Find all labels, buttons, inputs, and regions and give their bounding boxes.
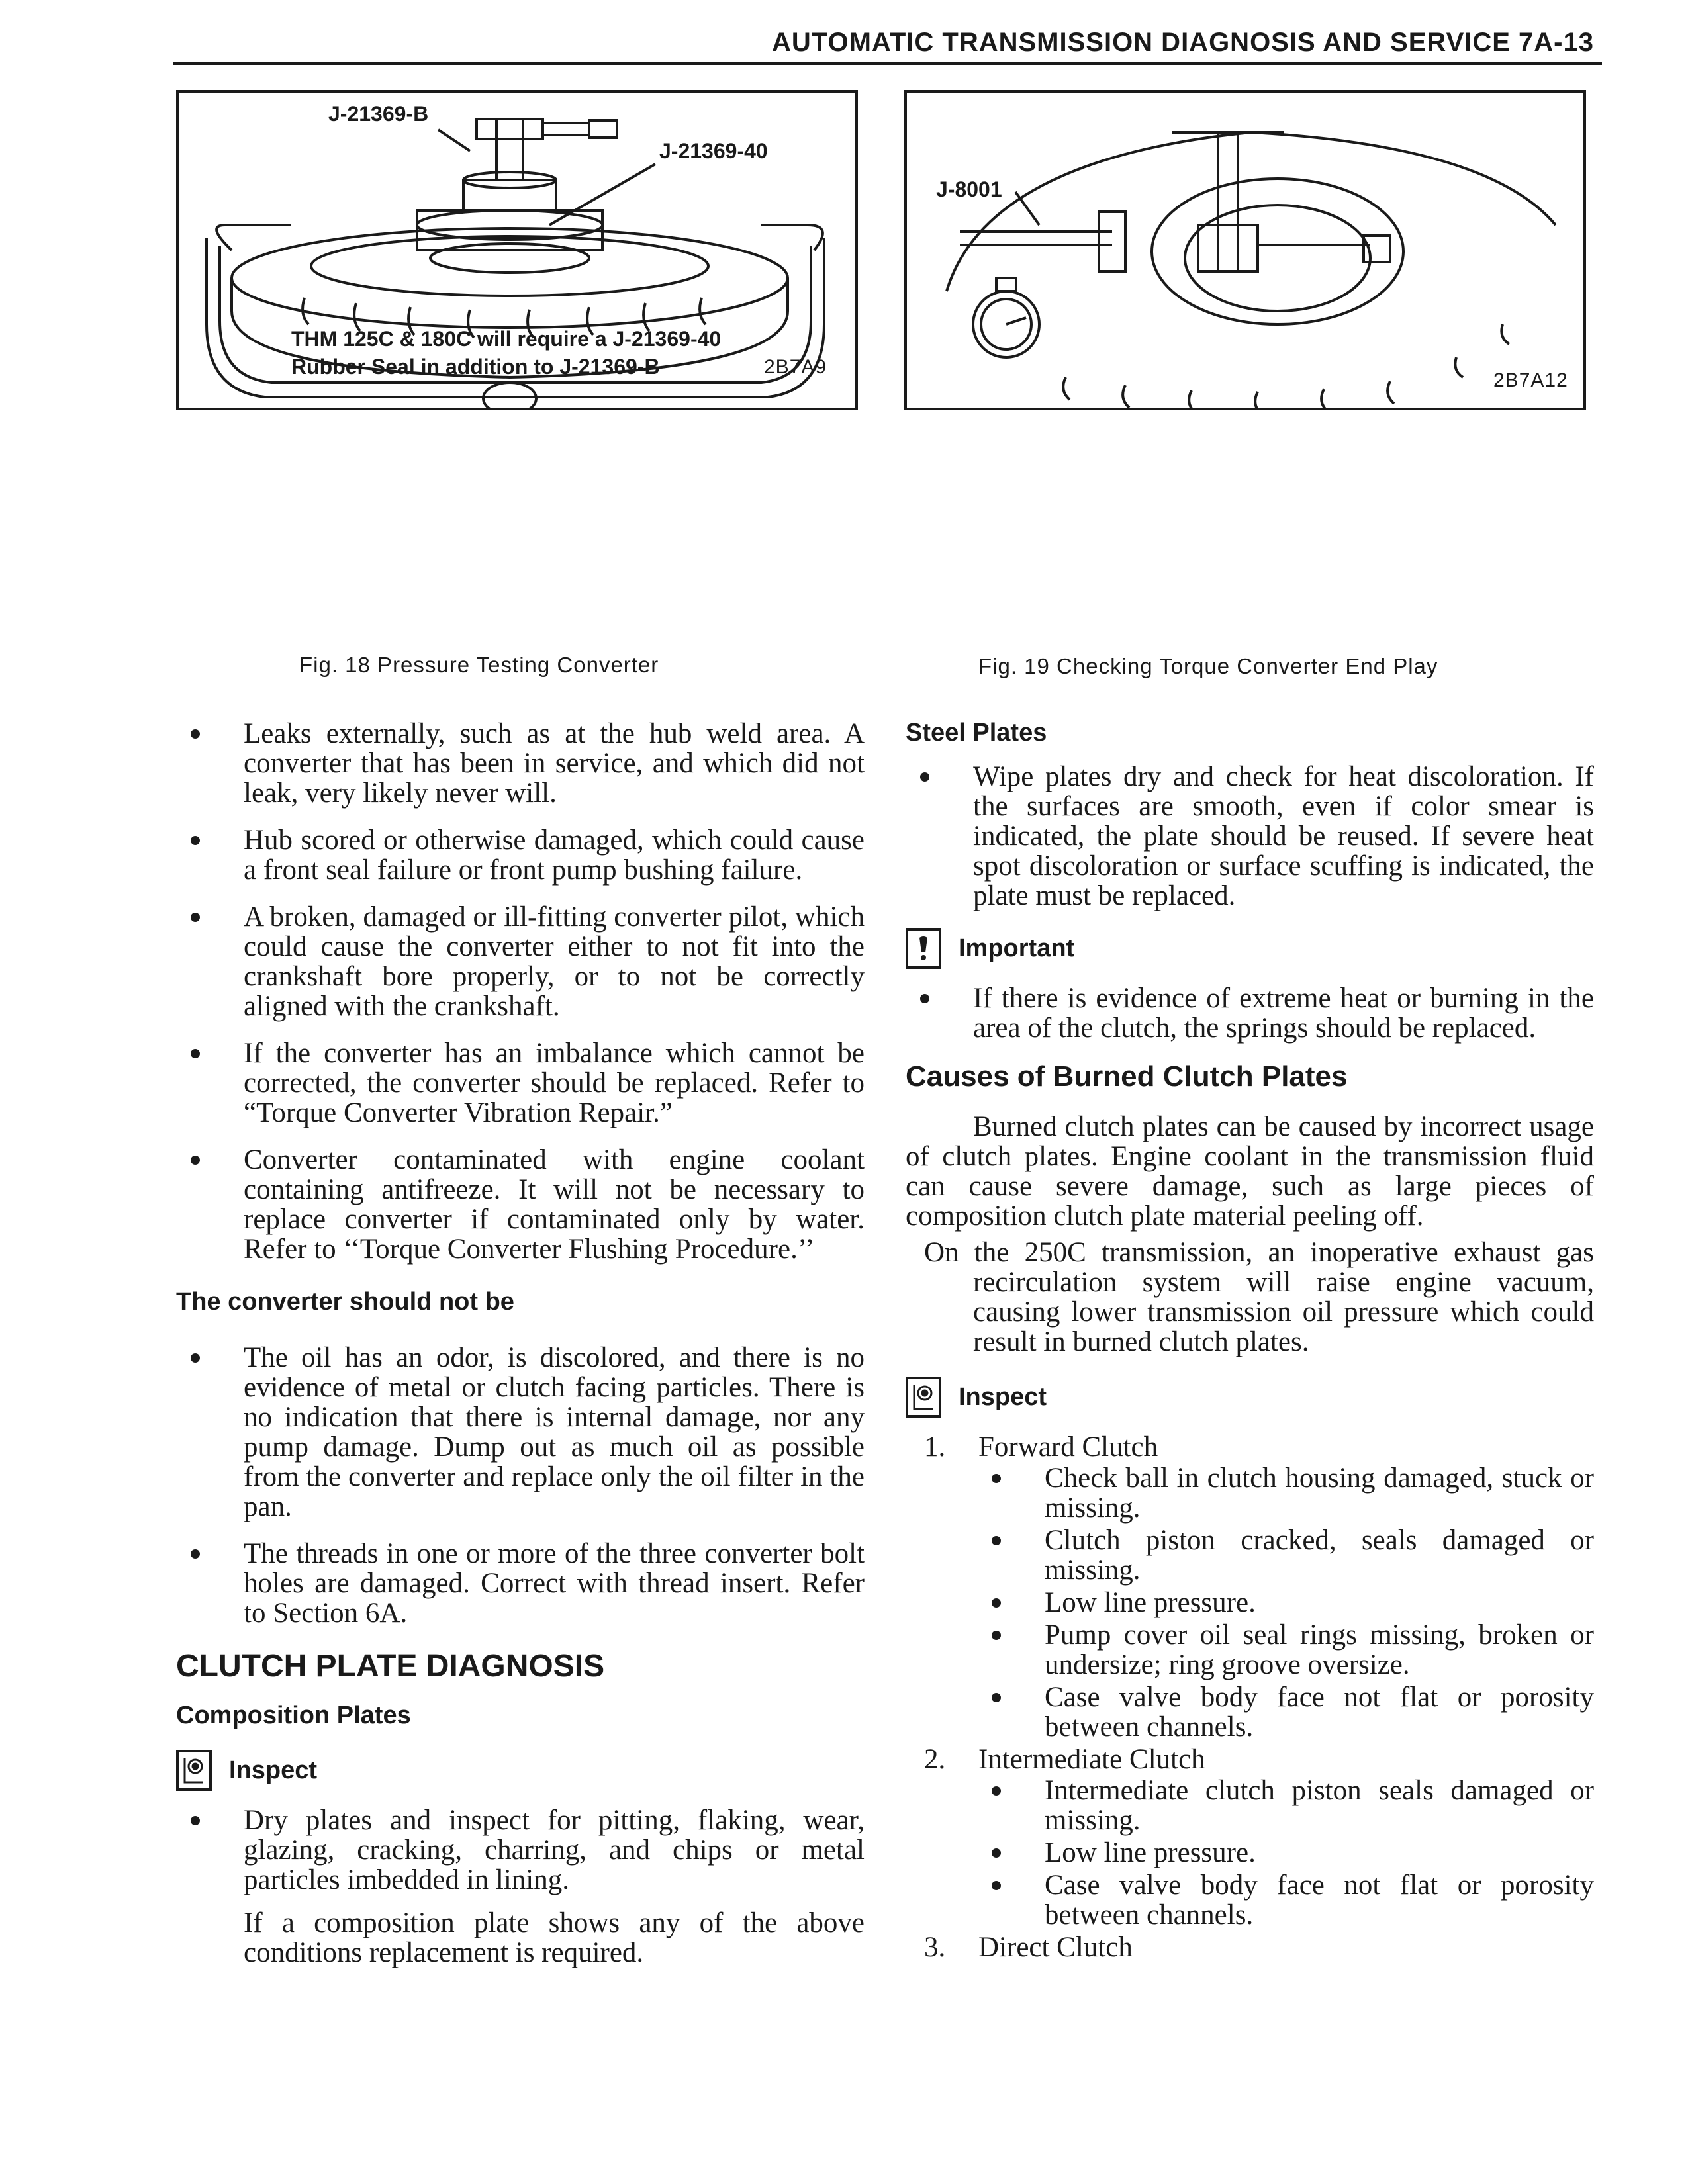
- figure-19-caption: Fig. 19 Checking Torque Converter End Play: [978, 654, 1438, 678]
- figure-note-line1: THM 125C & 180C will require a J-21369-40: [291, 327, 722, 351]
- page-header: [173, 25, 1602, 65]
- item-label: Forward Clutch: [978, 1432, 1158, 1463]
- bullet-icon: [992, 1474, 1001, 1483]
- item-number: 2.: [924, 1744, 946, 1775]
- bullet-icon: [191, 1156, 200, 1165]
- list-item-text: Converter contaminated with engine coolant containing antifreeze. It will not be necessary to replace converter if contaminated only by water. Refer to ‘‘Torque Converter Flushing Procedure.’’: [244, 1144, 865, 1265]
- exclamation-icon: [906, 928, 941, 969]
- end-play-illustration: [907, 93, 1583, 408]
- list-item-text: Case valve body face not flat or porosity between channels.: [1045, 1682, 1594, 1743]
- bullet-icon: [191, 729, 200, 739]
- bullet-icon: [992, 1536, 1001, 1545]
- list-item-text: Clutch piston cracked, seals damaged or missing.: [1045, 1525, 1594, 1586]
- header-title: AUTOMATIC TRANSMISSION DIAGNOSIS AND SERVICE 7A-13: [772, 28, 1594, 57]
- bullet-icon: [992, 1786, 1001, 1796]
- not-be-heading: The converter should not be: [176, 1288, 514, 1316]
- bullet-icon: [191, 1816, 200, 1825]
- causes-heading: Causes of Burned Clutch Plates: [906, 1060, 1348, 1093]
- list-item: [176, 1539, 865, 1628]
- list-item: [176, 1145, 865, 1264]
- bullet-icon: [992, 1848, 1001, 1858]
- figure-code: 2B7A12: [1493, 369, 1568, 391]
- list-item-text: Low line pressure.: [1045, 1587, 1256, 1618]
- bullet-icon: [191, 836, 200, 845]
- important-heading: [906, 928, 1594, 969]
- list-item-text: The threads in one or more of the three converter bolt holes are damaged. Correct with thread insert. Refer to Section 6A.: [244, 1538, 865, 1629]
- figure-18: [176, 90, 858, 410]
- composition-heading: Composition Plates: [176, 1702, 411, 1729]
- important-label: Important: [959, 934, 1075, 962]
- inspect-eye-icon: [176, 1750, 212, 1791]
- list-item-text: If the converter has an imbalance which cannot be corrected, the converter should be replaced. Refer to “Torque Converter Vibration Repair.”: [244, 1038, 865, 1128]
- bullet-icon: [920, 772, 929, 782]
- paragraph: On the 250C transmission, an inoperative exhaust gas recirculation system will raise engine vacuum, causing lower transmission oil pressure which could result in burned clutch plates.: [924, 1237, 1594, 1357]
- figure-19: [904, 90, 1586, 410]
- list-item-text: Dry plates and inspect for pitting, flaking, wear, glazing, cracking, charring, and chips or metal particles imbedded in lining.: [244, 1805, 865, 1895]
- bullet-icon: [191, 1549, 200, 1559]
- list-item: [176, 1343, 865, 1522]
- list-item: [906, 1588, 1594, 1617]
- inspect-label: Inspect: [959, 1383, 1047, 1411]
- list-item: [906, 1463, 1594, 1523]
- section-title: CLUTCH PLATE DIAGNOSIS: [176, 1649, 605, 1684]
- paragraph: Burned clutch plates can be caused by incorrect usage of clutch plates. Engine coolant in the transmission fluid can cause severe damage, such as large pieces of composition clutch plate material peeling off.: [906, 1111, 1594, 1232]
- list-item: [176, 825, 865, 885]
- list-item: [906, 1620, 1594, 1680]
- bullet-icon: [992, 1693, 1001, 1702]
- bullet-icon: [992, 1598, 1001, 1608]
- callout-j21369b: J-21369-B: [328, 102, 429, 126]
- left-column: [176, 719, 865, 1985]
- figure-note-line2: Rubber Seal in addition to J-21369-B: [291, 355, 660, 379]
- numbered-item: [906, 1745, 1594, 1774]
- right-column: [906, 719, 1594, 1964]
- list-item: [176, 1038, 865, 1128]
- figure-18-caption: Fig. 18 Pressure Testing Converter: [299, 653, 659, 677]
- callout-j2136940: J-21369-40: [659, 139, 768, 163]
- bullet-icon: [191, 913, 200, 922]
- list-item: [176, 1805, 865, 1895]
- inspect-heading: [906, 1377, 1594, 1418]
- list-item-text: Leaks externally, such as at the hub weld area. A converter that has been in service, and which did not leak, very likely never will.: [244, 718, 865, 809]
- item-label: Direct Clutch: [978, 1932, 1133, 1963]
- list-item-text: Hub scored or otherwise damaged, which could cause a front seal failure or front pump bushing failure.: [244, 825, 865, 886]
- bullet-icon: [992, 1881, 1001, 1890]
- list-item: [906, 1776, 1594, 1835]
- item-number: 3.: [924, 1932, 946, 1963]
- list-item-text: Case valve body face not flat or porosity between channels.: [1045, 1870, 1594, 1931]
- list-item: [906, 1525, 1594, 1585]
- figure-code: 2B7A9: [764, 356, 827, 378]
- list-item: [906, 1870, 1594, 1930]
- list-item-text: If there is evidence of extreme heat or burning in the area of the clutch, the springs should be replaced.: [973, 983, 1594, 1044]
- numbered-item: [906, 1933, 1594, 1962]
- list-item: [176, 719, 865, 808]
- inspect-label: Inspect: [229, 1756, 318, 1784]
- bullet-icon: [992, 1631, 1001, 1640]
- list-item-text: Pump cover oil seal rings missing, broken or undersize; ring groove oversize.: [1045, 1619, 1594, 1680]
- item-number: 1.: [924, 1432, 946, 1463]
- list-item-text: Low line pressure.: [1045, 1837, 1256, 1868]
- list-item-text: Wipe plates dry and check for heat discoloration. If the surfaces are smooth, even if color smear is indicated, the plate should be reused. If severe heat spot discoloration or surface scuffing is indicated, the plate must be replaced.: [973, 761, 1594, 911]
- list-item: [906, 983, 1594, 1043]
- list-item: [906, 1838, 1594, 1868]
- list-item-text: Intermediate clutch piston seals damaged or missing.: [1045, 1775, 1594, 1836]
- item-label: Intermediate Clutch: [978, 1744, 1205, 1775]
- list-item: [906, 1682, 1594, 1742]
- bullet-icon: [191, 1049, 200, 1058]
- inspect-eye-icon: [906, 1377, 941, 1418]
- list-item: [176, 902, 865, 1021]
- list-item-text: Check ball in clutch housing damaged, stuck or missing.: [1045, 1463, 1594, 1524]
- bullet-icon: [920, 994, 929, 1003]
- list-item-text: The oil has an odor, is discolored, and there is no evidence of metal or clutch facing particles. There is no indication that there is internal damage, nor any pump damage. Dump out as much oil as possible from the converter and replace only the oil filter in the pan.: [244, 1342, 865, 1522]
- numbered-item: [906, 1432, 1594, 1462]
- callout-j8001: J-8001: [936, 177, 1002, 201]
- inspect-heading: [176, 1750, 865, 1791]
- bullet-icon: [191, 1353, 200, 1363]
- paragraph: If a composition plate shows any of the above conditions replacement is required.: [244, 1907, 865, 1968]
- list-item-text: A broken, damaged or ill-fitting converter pilot, which could cause the converter either to not fit into the crankshaft bore properly, or to not be correctly aligned with the crankshaft.: [244, 901, 865, 1022]
- list-item: [906, 762, 1594, 911]
- steel-plates-heading: Steel Plates: [906, 719, 1047, 747]
